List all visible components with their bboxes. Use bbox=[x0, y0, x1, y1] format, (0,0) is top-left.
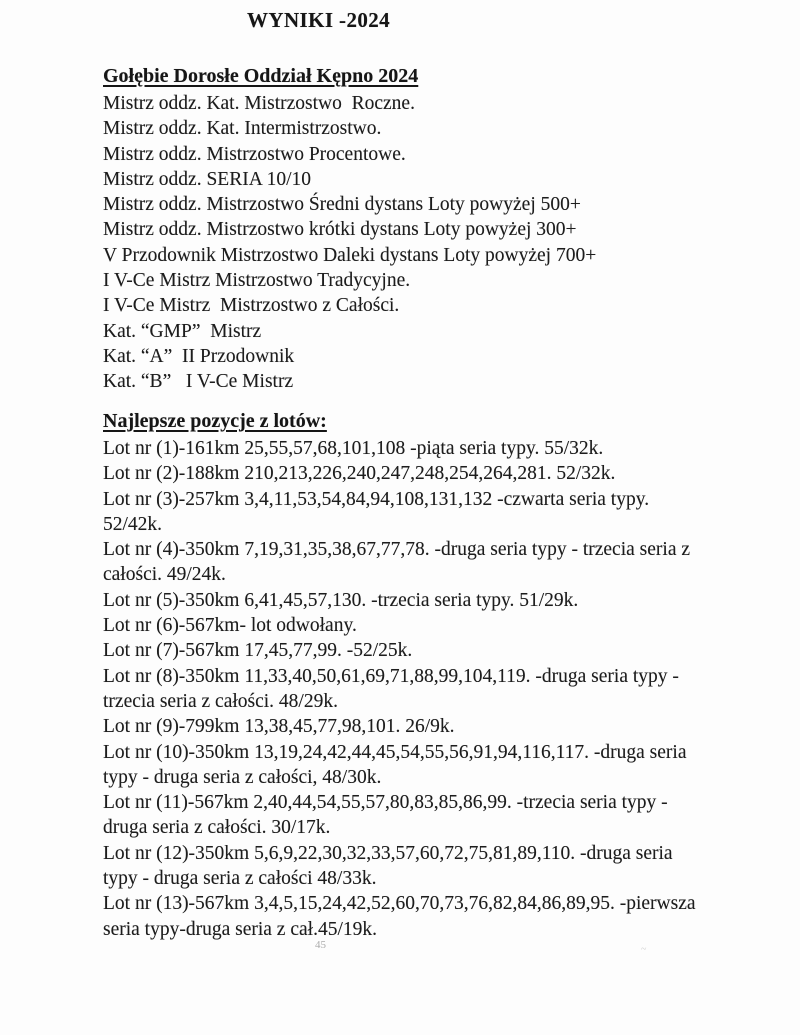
text-line: Kat. “GMP” Mistrz bbox=[103, 320, 262, 342]
text-line: całości. 49/24k. bbox=[103, 564, 226, 586]
text-line: Lot nr (8)-350km 11,33,40,50,61,69,71,88,99,104,119. -druga seria typy - bbox=[103, 665, 679, 687]
text-line: Lot nr (12)-350km 5,6,9,22,30,32,33,57,60,72,75,81,89,110. -druga seria bbox=[103, 842, 673, 864]
text-line: I V-Ce Mistrz Mistrzostwo z Całości. bbox=[103, 295, 400, 317]
text-line: Mistrz oddz. Mistrzostwo Procentowe. bbox=[103, 143, 406, 165]
text-line: typy - druga seria z całości, 48/30k. bbox=[103, 766, 382, 788]
text-line: Mistrz oddz. Kat. Mistrzostwo Roczne. bbox=[103, 93, 415, 114]
scan-artifact: ~ bbox=[641, 944, 647, 955]
text-line: Kat. “B” I V-Ce Mistrz bbox=[103, 371, 294, 393]
text-line: Mistrz oddz. Mistrzostwo Średni dystans Loty powyżej 500+ bbox=[103, 194, 581, 216]
scan-artifact: 45 bbox=[315, 939, 326, 951]
text-line: Lot nr (6)-567km- lot odwołany. bbox=[103, 615, 357, 637]
text-line: Lot nr (10)-350km 13,19,24,42,44,45,54,55,56,91,94,116,117. -druga seria bbox=[103, 741, 687, 763]
text-line: trzecia seria z całości. 48/29k. bbox=[103, 690, 338, 712]
text-line: Lot nr (2)-188km 210,213,226,240,247,248,254,264,281. 52/32k. bbox=[103, 463, 616, 485]
text-line: I V-Ce Mistrz Mistrzostwo Tradycyjne. bbox=[103, 270, 411, 292]
text-line: V Przodownik Mistrzostwo Daleki dystans Loty powyżej 700+ bbox=[103, 244, 597, 266]
text-line: typy - druga seria z całości 48/33k. bbox=[103, 868, 377, 890]
section-best-positions-lines bbox=[103, 436, 765, 942]
section-best-positions-heading: Najlepsze pozycje z lotów: bbox=[103, 410, 327, 432]
text-line: Lot nr (5)-350km 6,41,45,57,130. -trzecia seria typy. 51/29k. bbox=[103, 589, 579, 611]
text-line: Lot nr (1)-161km 25,55,57,68,101,108 -piąta seria typy. 55/32k. bbox=[103, 438, 604, 459]
section-championships-heading: Gołębie Dorosłe Oddział Kępno 2024 bbox=[103, 65, 419, 87]
text-line: Mistrz oddz. SERIA 10/10 bbox=[103, 168, 311, 190]
text-line: Mistrz oddz. Mistrzostwo krótki dystans Loty powyżej 300+ bbox=[103, 219, 577, 241]
text-line: Mistrz oddz. Kat. Intermistrzostwo. bbox=[103, 118, 382, 140]
text-line: Lot nr (3)-257km 3,4,11,53,54,84,94,108,131,132 -czwarta seria typy. bbox=[103, 488, 650, 510]
text-line: Lot nr (11)-567km 2,40,44,54,55,57,80,83,85,86,99. -trzecia seria typy - bbox=[103, 792, 668, 814]
text-line: druga seria z całości. 30/17k. bbox=[103, 817, 331, 839]
section-championships-lines bbox=[103, 91, 765, 395]
text-line: Lot nr (9)-799km 13,38,45,77,98,101. 26/9k. bbox=[103, 716, 455, 738]
text-line: 52/42k. bbox=[103, 513, 163, 535]
text-line: Kat. “A” II Przodownik bbox=[103, 345, 295, 367]
section-championships bbox=[103, 63, 765, 395]
text-line: seria typy-druga seria z cał.45/19k. bbox=[103, 918, 377, 940]
text-line: Lot nr (4)-350km 7,19,31,35,38,67,77,78. -druga seria typy - trzecia seria z bbox=[103, 539, 690, 561]
text-line: Lot nr (13)-567km 3,4,5,15,24,42,52,60,70,73,76,82,84,86,89,95. -pierwsza bbox=[103, 893, 696, 915]
document-title: WYNIKI -2024 bbox=[247, 8, 391, 32]
section-best-positions bbox=[103, 408, 765, 942]
text-line: Lot nr (7)-567km 17,45,77,99. -52/25k. bbox=[103, 640, 413, 662]
